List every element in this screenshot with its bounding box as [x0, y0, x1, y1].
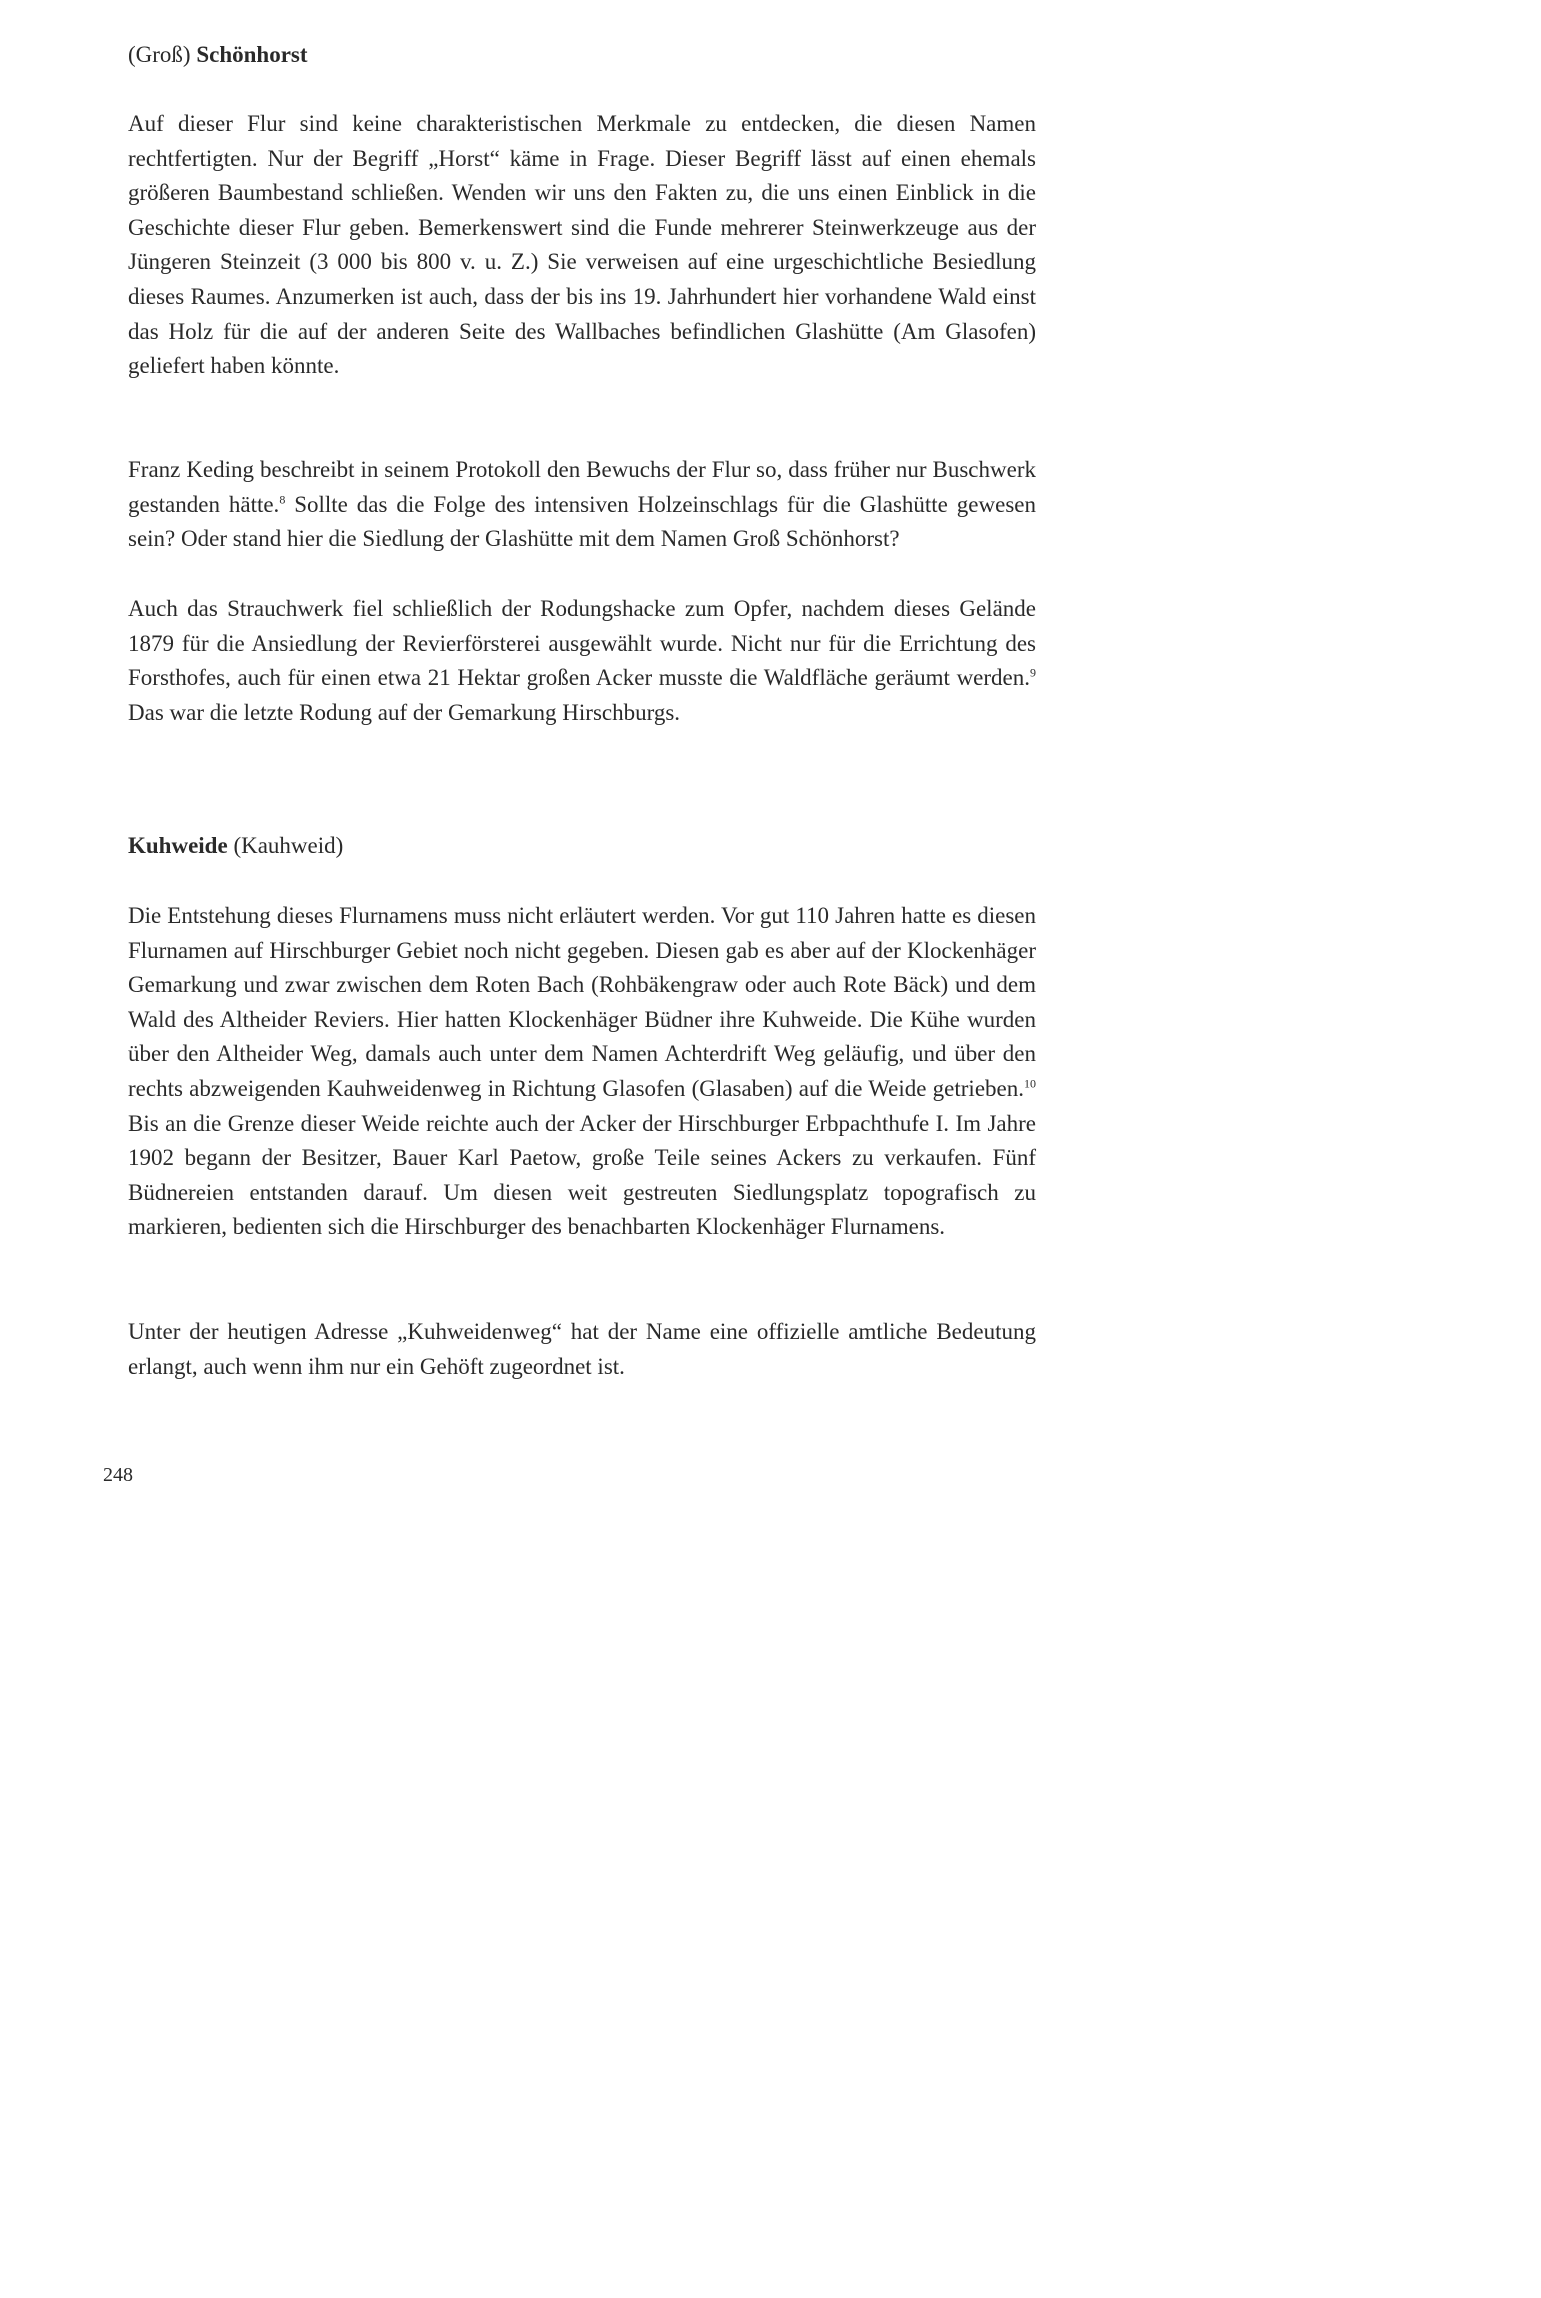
heading-title: Schönhorst [196, 42, 308, 67]
footnote-marker: 9 [1030, 665, 1036, 680]
paragraph-text: Franz Keding beschreibt in seinem Protokoll den Bewuchs der Flur so, dass früher nur Buschwerk gestanden hätte. [128, 457, 1036, 517]
paragraph-text: Die Entstehung dieses Flurnamens muss nicht erläutert werden. Vor gut 110 Jahren hatte es diesen Flurnamen auf Hirschburger Gebiet noch nicht gegeben. Diesen gab es aber auf der Klockenhäger Gemarkung und zwar zwischen dem Roten Bach (Rohbäkengraw oder auch Rote Bäck) und dem Wald des Altheider Reviers. Hier hatten Klockenhäger Büdner ihre Kuhweide. Die Kühe wurden über den Altheider Weg, damals auch unter dem Namen Achterdrift Weg geläufig, und über den rechts abzweigenden Kauhweidenweg in Richtung Glasofen (Glasaben) auf die Weide getrieben. [128, 903, 1036, 1101]
footnote-marker: 8 [279, 491, 286, 506]
heading-suffix: (Kauhweid) [227, 833, 344, 858]
paragraph-text: Das war die letzte Rodung auf der Gemarkung Hirschburgs. [128, 699, 681, 725]
footnote-marker: 10 [1024, 1076, 1036, 1091]
heading-prefix: (Groß) [128, 42, 197, 67]
book-page [0, 0, 1052, 1568]
section-heading-schoenhorst [128, 40, 308, 70]
paragraph-schoenhorst-2 [128, 453, 1036, 557]
page-number: 248 [103, 1464, 133, 1486]
paragraph-text: Bis an die Grenze dieser Weide reichte auch der Acker der Hirschburger Erbpachthufe I. Im Jahre 1902 begann der Besitzer, Bauer Karl Paetow, große Teile seines Ackers zu verkaufen. Fünf Büdnereien entstanden darauf. Um diesen weit gestreuten Siedlungsplatz topografisch zu markieren, bedienten sich die Hirschburger des benachbarten Klockenhäger Flurnamens. [128, 1110, 1036, 1240]
section-heading-kuhweide [128, 831, 343, 861]
paragraph-kuhweide-1 [128, 899, 1036, 1245]
paragraph-schoenhorst-1: Auf dieser Flur sind keine charakteristischen Merkmale zu entdecken, die diesen Namen rechtfertigten. Nur der Begriff „Horst“ käme in Frage. Dieser Begriff lässt auf einen ehemals größeren Baumbestand schließen. Wenden wir uns den Fakten zu, die uns einen Einblick in die Geschichte dieser Flur geben. Bemerkenswert sind die Funde mehrerer Steinwerkzeuge aus der Jüngeren Steinzeit (3 000 bis 800 v. u. Z.) Sie verweisen auf eine urgeschichtliche Besiedlung dieses Raumes. Anzumerken ist auch, dass der bis ins 19. Jahrhundert hier vorhandene Wald einst das Holz für die auf der anderen Seite des Wallbaches befindlichen Glashütte (Am Glasofen) geliefert haben könnte. [128, 111, 1036, 379]
heading-title: Kuhweide [128, 833, 228, 858]
paragraph-schoenhorst-3 [128, 592, 1036, 730]
paragraph-text: Auch das Strauchwerk fiel schließlich der Rodungshacke zum Opfer, nachdem dieses Gelände 1879 für die Ansiedlung der Revierförsterei ausgewählt wurde. Nicht nur für die Errichtung des Forsthofes, auch für einen etwa 21 Hektar großen Acker musste die Waldfläche geräumt werden. [128, 596, 1036, 691]
paragraph-kuhweide-2: Unter der heutigen Adresse „Kuhweidenweg“ hat der Name eine offizielle amtliche Bedeutung erlangt, auch wenn ihm nur ein Gehöft zugeordnet ist. [128, 1319, 1036, 1379]
paragraph-text: Sollte das die Folge des intensiven Holzeinschlags für die Glashütte gewesen sein? Oder stand hier die Siedlung der Glashütte mit dem Namen Groß Schönhorst? [128, 491, 1036, 552]
